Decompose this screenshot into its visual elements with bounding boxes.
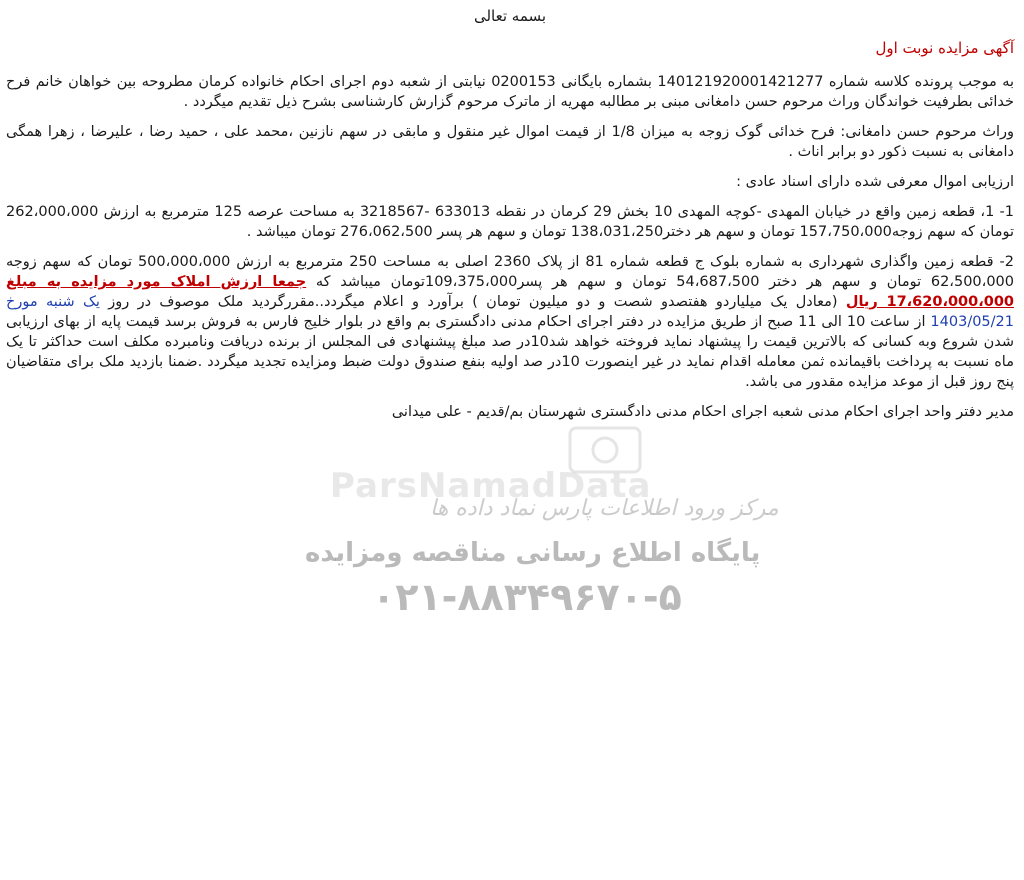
signature-line: مدیر دفتر واحد اجرای احکام مدنی شعبه اجرای احکام مدنی دادگستری شهرستان بم/قدیم - علی میدانی [391,404,1014,420]
auction-date: یک شنبه مورخ 1403/05/21 [6,294,1014,330]
watermark-line1: مرکز ورود اطلاعات پارس نماد داده ها [430,496,779,521]
case-paragraph: به موجب پرونده کلاسه شماره 140121920001421277 بشماره بایگانی 0200153 نیابتی از شعبه دوم اجرای احکام خانواده کرمان مطروحه بین خواهان خانم فرح خدائی بطرفیت خواندگان وراث مرحوم حسن دامغانی مبنی بر مطالبه مهریه از ماترک مرحوم گزارش کارشناسی بشرح ذیل تقدیم میگردد . [6,74,1015,110]
property-2-paragraph [6,252,1014,392]
watermark-brand: ParsNamadData [330,466,652,506]
auction-notice [6,6,1014,432]
property-1-paragraph: 1- 1، قطعه زمین واقع در خیابان المهدی -کوچه المهدی 10 بخش 29 کرمان در نقطه 633013 -3218567 به مساحت عرصه 125 مترمربع به ارزش 262،000،000 تومان که سهم زوجه157،750،000 تومان و سهم هر دختر138،031،250 تومان و سهم هر پسر 276،062،500 تومان میباشد . [6,204,1015,240]
notice-title: آگهی مزایده نوبت اول [875,39,1014,57]
property-2-text: 2- قطعه زمین واگذاری شهرداری به شماره بلوک ج قطعه شماره 81 از پلاک 2360 اصلی به مساحت 250 مترمربع به ارزش 500،000،000 تومان که سهم زوجه 62،500،000 تومان و سهم هر دختر 54،687،500 تومان و سهم هر پسر109،375،000تومان میباشد که [6,254,1015,290]
watermark-line2: پایگاه اطلاع رسانی مناقصه ومزایده [305,538,761,568]
assets-intro: ارزیابی اموال معرفی شده دارای اسناد عادی : [736,174,1014,190]
watermark-phone: ۰۲۱-۸۸۳۴۹۶۷۰-۵ [372,575,682,619]
total-value-highlight: جمعا ارزش املاک مورد مزایده به مبلغ 17،620،000،000 ریال [6,274,1015,310]
heirs-paragraph: وراث مرحوم حسن دامغانی: فرح خدائی گوک زوجه به میزان 1/8 از قیمت اموال غیر منقول و مابقی در سهم نازنین ،محمد علی ، حمید رضا ، علیرضا ، زهرا همگی دامغانی به نسبت ذکور دو برابر اناث . [6,124,1015,160]
property-2-text-cont: (معادل یک میلیاردو هفتصدو شصت و دو میلیون تومان ) برآورد و اعلام میگردد..مقررگردید ملک موصوف در روز [99,294,846,310]
auction-terms: از ساعت 10 الی 11 صبح از طریق مزایده در دفتر اجرای احکام مدنی دادگستری بم واقع در بلوار خلیج فارس به فروش برسد قیمت پایه از بهای ارزیابی شدن شروع وبه کسانی که بالاترین قیمت را پیشنهاد نماید فروخته خواهد شد10در صد مبلغ پیشنهادی فی المجلس از برنده دریافت ونامبرده مکلف است حداکثر تا یک ماه نسبت به پرداخت باقیمانده ثمن معامله اقدام نماید در غیر اینصورت 10در صد اولیه بنفع صندوق دولت ضبط ومزایده تجدید میگردد .ضمنا بازدید ملک برای متقاضیان پنج روز قبل از موعد مزایده مقدور می باشد. [6,314,1014,390]
document-heading: بسمه تعالی [473,7,547,25]
